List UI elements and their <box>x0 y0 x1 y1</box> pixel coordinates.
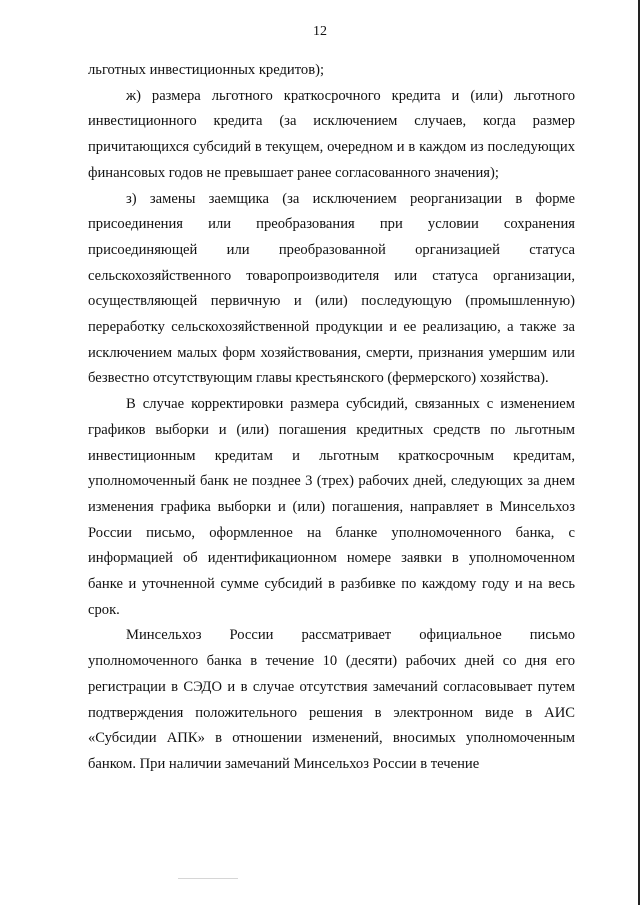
paragraph-ministry-review: Минсельхоз России рассматривает официальное письмо уполномоченного банка в течение 10 (десяти) рабочих дней со дня его регистрации в СЭДО и в случае отсутствия замечаний согласовывает путем подтверждения положительного решения в электронном виде в АИС «Субсидии АПК» в отношении изменений, вносимых уполномоченным банком. При наличии замечаний Минсельхоз России в течение <box>88 627 575 772</box>
document-body <box>88 58 575 778</box>
paragraph-subsidy-correction: В случае корректировки размера субсидий, связанных с изменением графиков выборки и (или) погашения кредитных средств по льготным инвестиционным кредитам и льготным краткосрочным кредитам, уполномоченный банк не позднее 3 (трех) рабочих дней, следующих за днем изменения графика выборки и (или) погашения, направляет в Минсельхоз России письмо, оформленное на бланке уполномоченного банка, с информацией об идентификационном номере заявки в уполномоченном банке и уточненной сумме субсидий в разбивке по каждому году и на весь срок. <box>88 396 575 618</box>
page-number: 12 <box>313 24 327 39</box>
paragraph-item-zh: ж) размера льготного краткосрочного кредита и (или) льготного инвестиционного кредита (за исключением случаев, когда размер причитающихся субсидий в текущем, очередном и в каждом из последующих финансовых годов не превышает ранее согласованного значения); <box>88 87 575 181</box>
scan-artifact <box>178 878 238 879</box>
paragraph-continuation: льготных инвестиционных кредитов); <box>88 62 325 78</box>
paragraph-item-z: з) замены заемщика (за исключением реорганизации в форме присоединения или преобразования при условии сохранения присоединяющей или преобразованной организацией статуса сельскохозяйственного товаропроизводителя или статуса организации, осуществляющей первичную и (или) последующую (промышленную) переработку сельскохозяйственной продукции и ее реализацию, а также за исключением малых форм хозяйствования, смерти, признания умершим или безвестно отсутствующим главы крестьянского (фермерского) хозяйства). <box>88 190 575 387</box>
